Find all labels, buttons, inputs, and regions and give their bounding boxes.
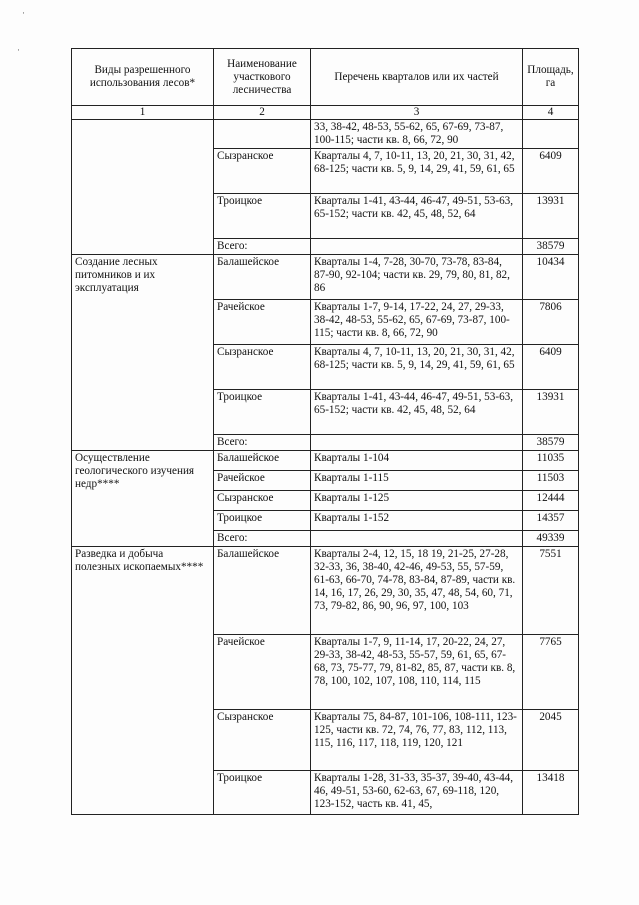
use-type-cell: Осуществление геологического изучения недр**** [72,451,214,547]
area-cell: 2045 [523,710,579,771]
quarters-cell: Кварталы 1-4, 7-28, 30-70, 73-78, 83-84, 87-90, 92-104; части кв. 29, 79, 80, 81, 82, 86 [311,255,523,300]
area-cell: 13418 [523,771,579,815]
forestry-cell: Троицкое [214,194,311,239]
quarters-cell: Кварталы 1-41, 43-44, 46-47, 49-51, 53-63, 65-152; части кв. 42, 45, 48, 52, 64 [311,390,523,435]
forestry-cell: Троицкое [214,771,311,815]
forest-use-table [71,48,579,815]
quarters-cell: Кварталы 1-7, 9, 11-14, 17, 20-22, 24, 27, 29-33, 38-42, 48-53, 55-57, 59, 61, 65, 67-68, 73, 75-77, 79, 81-82, 85, 87, части кв. 8, 78, 100, 102, 107, 108, 110, 114, 115 [311,635,523,710]
forestry-cell: Рачейское [214,635,311,710]
forestry-cell: Троицкое [214,390,311,435]
header-forestry: Наименование участкового лесничества [214,49,311,106]
column-number: 3 [311,106,523,120]
column-number: 4 [523,106,579,120]
forestry-cell: Сызранское [214,491,311,511]
area-cell: 10434 [523,255,579,300]
quarters-cell: Кварталы 4, 7, 10-11, 13, 20, 21, 30, 31, 42, 68-125; части кв. 5, 9, 14, 29, 41, 59, 61, 65 [311,345,523,390]
forestry-cell: Балашейское [214,255,311,300]
area-cell: 6409 [523,149,579,194]
forestry-cell [214,120,311,149]
quarters-cell: 33, 38-42, 48-53, 55-62, 65, 67-69, 73-87, 100-115; части кв. 8, 66, 72, 90 [311,120,523,149]
forestry-cell: Балашейское [214,547,311,635]
area-cell: 14357 [523,511,579,531]
column-number: 1 [72,106,214,120]
use-type-cell: Разведка и добыча полезных ископаемых**** [72,547,214,815]
quarters-cell: Кварталы 75, 84-87, 101-106, 108-111, 123-125, части кв. 72, 74, 76, 77, 83, 112, 113, 115, 116, 117, 118, 119, 120, 121 [311,710,523,771]
header-area: Площадь, га [523,49,579,106]
area-cell: 7806 [523,300,579,345]
area-cell [523,120,579,149]
use-type-cell: Создание лесных питомников и их эксплуатация [72,255,214,451]
area-cell: 13931 [523,390,579,435]
column-number: 2 [214,106,311,120]
use-type-cell [72,120,214,255]
table-row [72,255,579,300]
quarters-cell: Кварталы 1-41, 43-44, 46-47, 49-51, 53-63, 65-152; части кв. 42, 45, 48, 52, 64 [311,194,523,239]
quarters-cell: Кварталы 2-4, 12, 15, 18 19, 21-25, 27-28, 32-33, 36, 38-40, 42-46, 49-53, 55, 57-59, 61-63, 66-70, 74-78, 83-84, 87-89, части кв. 14, 16, 17, 26, 29, 30, 35, 47, 48, 54, 60, 71, 73, 79-82, 86, 90, 96, 97, 100, 103 [311,547,523,635]
area-total-cell: 38579 [523,435,579,451]
forestry-cell: Сызранское [214,149,311,194]
quarters-cell: Кварталы 1-104 [311,451,523,471]
scan-speck: · [17,45,20,55]
quarters-cell: Кварталы 1-7, 9-14, 17-22, 24, 27, 29-33, 38-42, 48-53, 55-62, 65, 67-69, 73-87, 100-115; части кв. 8, 66, 72, 90 [311,300,523,345]
quarters-cell [311,435,523,451]
forestry-cell: Всего: [214,239,311,255]
quarters-cell: Кварталы 1-28, 31-33, 35-37, 39-40, 43-44, 46, 49-51, 53-60, 62-63, 67, 69-118, 120, 123-152, часть кв. 41, 45, [311,771,523,815]
forestry-cell: Рачейское [214,300,311,345]
area-cell: 7765 [523,635,579,710]
area-total-cell: 38579 [523,239,579,255]
header-use-type: Виды разрешенного использования лесов* [72,49,214,106]
forestry-cell: Сызранское [214,710,311,771]
quarters-cell: Кварталы 1-152 [311,511,523,531]
area-cell: 13931 [523,194,579,239]
forestry-cell: Всего: [214,531,311,547]
scan-speck: · [22,8,25,18]
area-total-cell: 49339 [523,531,579,547]
area-cell: 7551 [523,547,579,635]
area-cell: 11035 [523,451,579,471]
forestry-cell: Сызранское [214,345,311,390]
forestry-cell: Всего: [214,435,311,451]
forestry-cell: Балашейское [214,451,311,471]
quarters-cell: Кварталы 1-115 [311,471,523,491]
table-row [72,547,579,635]
quarters-cell [311,239,523,255]
area-cell: 12444 [523,491,579,511]
quarters-cell: Кварталы 1-125 [311,491,523,511]
forestry-cell: Троицкое [214,511,311,531]
table-row [72,120,579,149]
forestry-cell: Рачейское [214,471,311,491]
header-row [72,49,579,106]
area-cell: 11503 [523,471,579,491]
quarters-cell [311,531,523,547]
quarters-cell: Кварталы 4, 7, 10-11, 13, 20, 21, 30, 31, 42, 68-125; части кв. 5, 9, 14, 29, 41, 59, 61, 65 [311,149,523,194]
area-cell: 6409 [523,345,579,390]
header-quarters: Перечень кварталов или их частей [311,49,523,106]
table-row [72,451,579,471]
column-number-row [72,106,579,120]
